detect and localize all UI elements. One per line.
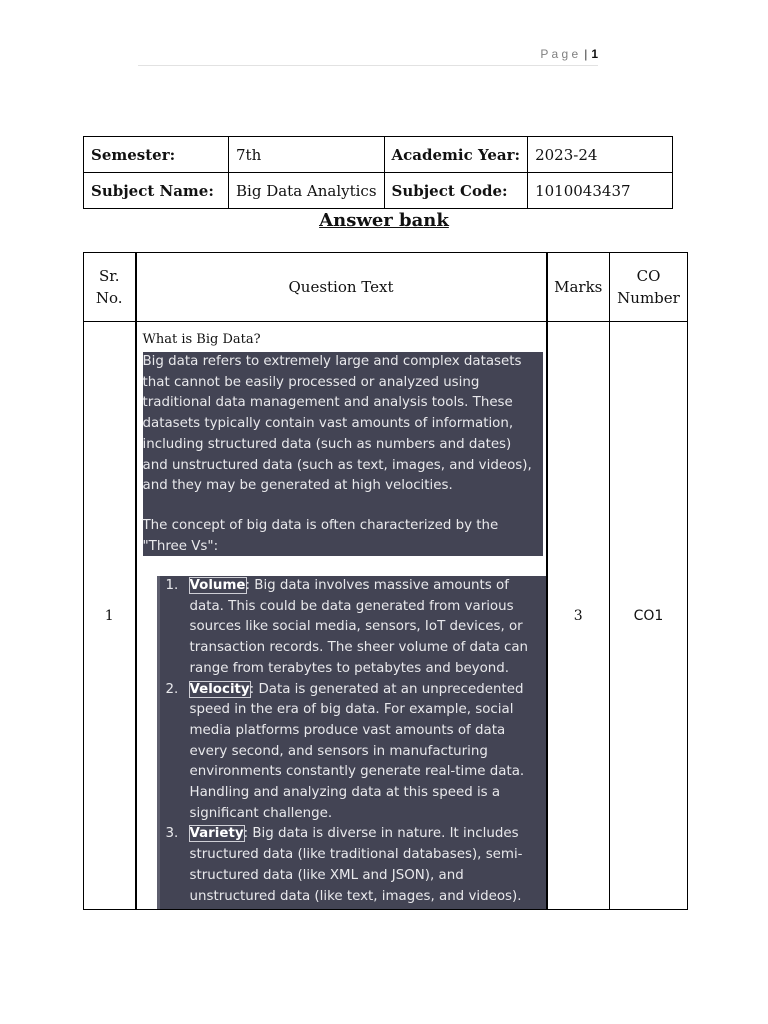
page-header: P a g e | 1 [138,44,598,66]
subject-name-label: Subject Name: [84,173,229,209]
header-sr-no: Sr. No. [84,253,136,322]
three-vs-list [160,576,546,907]
question-cell [136,322,547,910]
semester-label: Semester: [84,137,229,173]
list-term: Volume [189,578,246,593]
subject-code-label: Subject Code: [384,173,528,209]
list-index: 1. [165,578,179,593]
answer-paragraph-2: The concept of big data is often characterized by the "Three Vs": [142,517,499,554]
list-term: Variety [189,826,244,842]
list-item [160,576,546,680]
table-row [84,322,688,910]
academic-year-value: 2023-24 [528,137,673,173]
list-text: : Big data involves massive amounts of data. This could be data generated from various sources like social media, sensors, IoT devices, or transaction records. The sheer volume of data can range from terabytes to petabytes and beyond. [189,578,529,676]
header-question-text: Question Text [136,253,547,322]
list-item [160,680,546,825]
answer-list-block [157,576,546,910]
list-text: : Big data is diverse in nature. It includes structured data (like traditional databases), semi-structured data (like XML and JSON), and unstructured data (like text, images, and videos). [189,826,523,904]
semester-value: 7th [229,137,385,173]
list-item [160,824,546,907]
row-sr-no: 1 [84,322,136,910]
course-info-table [83,136,673,209]
row-co-number: CO1 [610,322,688,910]
header-marks: Marks [547,253,610,322]
page-number: 1 [591,47,598,61]
answer-paragraph-1: Big data refers to extremely large and complex datasets that cannot be easily processed or analyzed using traditional data management and analysis tools. These datasets typically contain vast amounts of information, including structured data (such as numbers and dates) and unstructured data (such as text, images, and videos), and they may be generated at high velocities. [142,354,532,494]
subject-code-value: 1010043437 [528,173,673,209]
row-marks: 3 [547,322,610,910]
academic-year-label: Academic Year: [384,137,528,173]
header-co-number: CO Number [610,253,688,322]
list-text: : Data is generated at an unprecedented speed in the era of big data. For example, social media platforms produce vast amounts of data every second, and sensors in manufacturing environments constantly generate real-time data. Handling and analyzing data at this speed is a significant challenge. [189,681,525,821]
list-term: Velocity [189,681,250,697]
list-index: 3. [165,826,179,842]
page-title: Answer bank [319,210,449,231]
table-header-row [84,253,688,322]
page-label: P a g e [540,47,579,61]
question-text: What is Big Data? [142,332,261,347]
answer-bank-table [83,252,688,910]
list-index: 2. [165,681,179,697]
subject-name-value: Big Data Analytics [229,173,385,209]
answer-text-block [143,352,543,556]
